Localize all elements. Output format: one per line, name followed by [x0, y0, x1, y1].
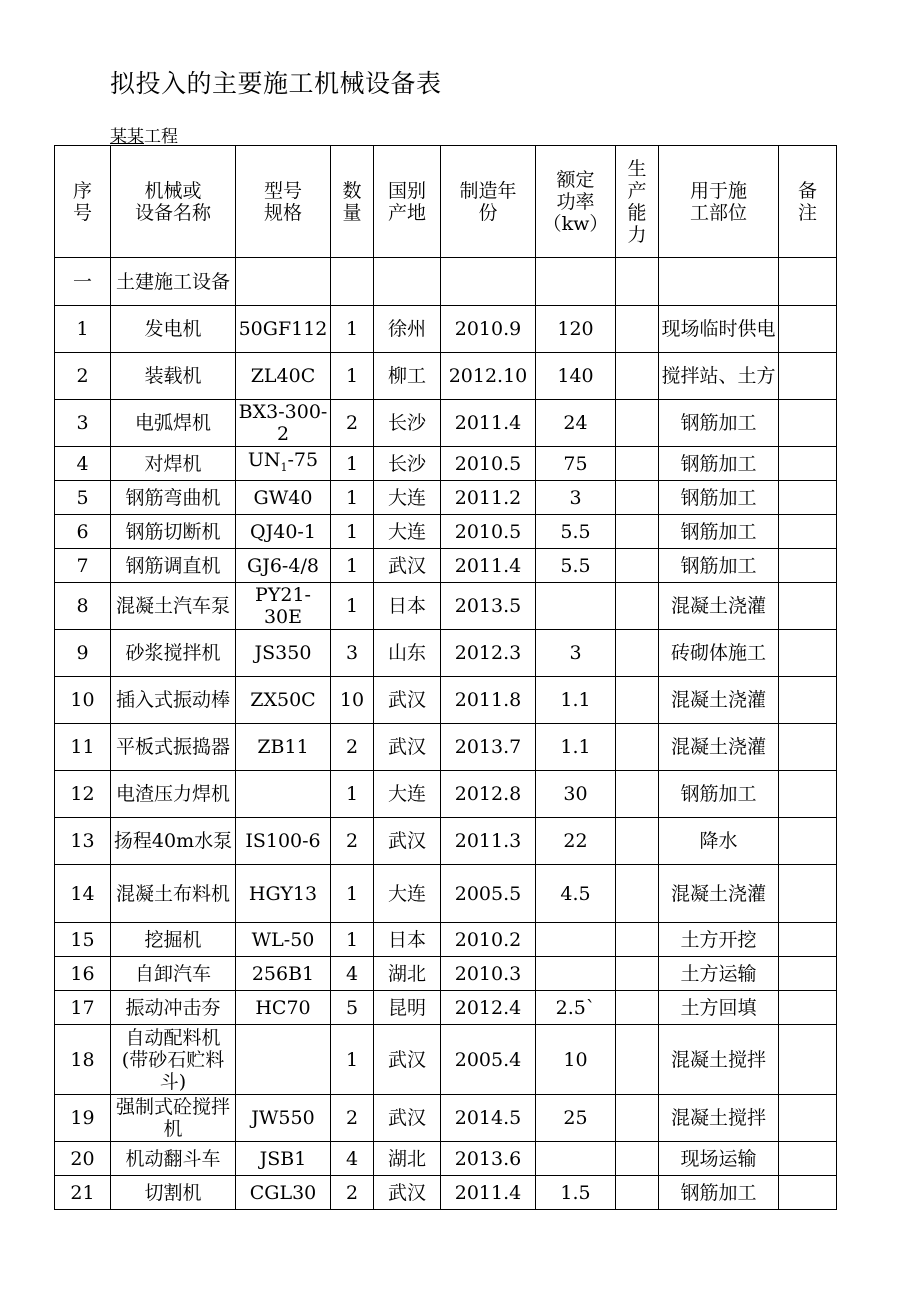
manufacture-year: 2010.5	[441, 515, 536, 549]
usage-location: 砖砌体施工	[659, 630, 779, 677]
capacity	[616, 481, 659, 515]
equipment-name: 插入式振动棒	[111, 677, 236, 724]
project-name-underlined: 某某	[110, 127, 144, 147]
model-spec: $UN_1-75$	[236, 447, 331, 481]
equipment-name: 混凝土汽车泵	[111, 583, 236, 630]
usage-location: 土方开挖	[659, 923, 779, 957]
section-cell	[374, 258, 441, 306]
capacity	[616, 583, 659, 630]
table-row	[55, 515, 837, 549]
remark	[779, 447, 837, 481]
row-no: 19	[55, 1095, 111, 1142]
section-cell	[236, 258, 331, 306]
table-row	[55, 400, 837, 447]
model-spec: 256B1	[236, 957, 331, 991]
quantity: 2	[331, 818, 374, 865]
manufacture-year: 2012.3	[441, 630, 536, 677]
usage-location: 搅拌站、土方	[659, 353, 779, 400]
header-note: 备 注	[779, 146, 837, 258]
project-name-rest: 工程	[144, 127, 178, 147]
capacity	[616, 818, 659, 865]
rated-power: 5.5	[536, 549, 616, 583]
model-spec: PY21-30E	[236, 583, 331, 630]
manufacture-year: 2005.4	[441, 1025, 536, 1095]
manufacture-year: 2010.2	[441, 923, 536, 957]
manufacture-year: 2014.5	[441, 1095, 536, 1142]
manufacture-year: 2013.6	[441, 1142, 536, 1176]
equipment-name: 平板式振捣器	[111, 724, 236, 771]
model-spec: WL-50	[236, 923, 331, 957]
capacity	[616, 991, 659, 1025]
table-row	[55, 923, 837, 957]
model-spec: ZB11	[236, 724, 331, 771]
usage-location: 土方运输	[659, 957, 779, 991]
equipment-name: 钢筋调直机	[111, 549, 236, 583]
table-row	[55, 630, 837, 677]
capacity	[616, 447, 659, 481]
remark	[779, 630, 837, 677]
model-spec: JSB1	[236, 1142, 331, 1176]
row-no: 16	[55, 957, 111, 991]
origin: 大连	[374, 865, 441, 923]
section-cell	[331, 258, 374, 306]
capacity	[616, 865, 659, 923]
table-row	[55, 1176, 837, 1210]
usage-location: 混凝土浇灌	[659, 865, 779, 923]
equipment-name: 强制式砼搅拌机	[111, 1095, 236, 1142]
remark	[779, 1025, 837, 1095]
manufacture-year: 2013.5	[441, 583, 536, 630]
origin: 日本	[374, 583, 441, 630]
table-row	[55, 481, 837, 515]
usage-location: 钢筋加工	[659, 515, 779, 549]
row-no: 11	[55, 724, 111, 771]
rated-power: 3	[536, 630, 616, 677]
origin: 湖北	[374, 1142, 441, 1176]
capacity	[616, 1095, 659, 1142]
quantity: 1	[331, 1025, 374, 1095]
model-spec: GJ6-4/8	[236, 549, 331, 583]
quantity: 1	[331, 515, 374, 549]
manufacture-year: 2011.4	[441, 1176, 536, 1210]
table-row	[55, 865, 837, 923]
row-no: 6	[55, 515, 111, 549]
rated-power: 2.5`	[536, 991, 616, 1025]
equipment-name: 钢筋切断机	[111, 515, 236, 549]
origin: 昆明	[374, 991, 441, 1025]
equipment-name: 钢筋弯曲机	[111, 481, 236, 515]
origin: 武汉	[374, 818, 441, 865]
rated-power: 22	[536, 818, 616, 865]
quantity: 1	[331, 549, 374, 583]
remark	[779, 515, 837, 549]
capacity	[616, 400, 659, 447]
quantity: 1	[331, 583, 374, 630]
origin: 大连	[374, 515, 441, 549]
project-name	[110, 122, 178, 147]
model-spec: HGY13	[236, 865, 331, 923]
section-cell	[779, 258, 837, 306]
remark	[779, 1176, 837, 1210]
rated-power: 3	[536, 481, 616, 515]
equipment-name: 电弧焊机	[111, 400, 236, 447]
usage-location: 现场运输	[659, 1142, 779, 1176]
table-row	[55, 549, 837, 583]
model-spec: BX3-300-2	[236, 400, 331, 447]
remark	[779, 353, 837, 400]
quantity: 4	[331, 1142, 374, 1176]
section-cell	[659, 258, 779, 306]
manufacture-year: 2011.4	[441, 400, 536, 447]
section-no: 一	[55, 258, 111, 306]
remark	[779, 991, 837, 1025]
capacity	[616, 677, 659, 724]
model-spec: QJ40-1	[236, 515, 331, 549]
equipment-name: 挖掘机	[111, 923, 236, 957]
row-no: 8	[55, 583, 111, 630]
remark	[779, 677, 837, 724]
usage-location: 混凝土浇灌	[659, 583, 779, 630]
equipment-name: 对焊机	[111, 447, 236, 481]
table-row	[55, 1095, 837, 1142]
header-capacity: 生 产 能 力	[616, 146, 659, 258]
manufacture-year: 2012.10	[441, 353, 536, 400]
quantity: 1	[331, 771, 374, 818]
quantity: 5	[331, 991, 374, 1025]
equipment-table	[54, 145, 837, 1210]
manufacture-year: 2011.8	[441, 677, 536, 724]
remark	[779, 481, 837, 515]
model-spec: IS100-6	[236, 818, 331, 865]
usage-location: 钢筋加工	[659, 1176, 779, 1210]
row-no: 14	[55, 865, 111, 923]
manufacture-year: 2011.4	[441, 549, 536, 583]
equipment-name: 自动配料机(带砂石贮料斗)	[111, 1025, 236, 1095]
manufacture-year: 2012.4	[441, 991, 536, 1025]
table-row	[55, 724, 837, 771]
remark	[779, 771, 837, 818]
origin: 日本	[374, 923, 441, 957]
origin: 武汉	[374, 724, 441, 771]
row-no: 12	[55, 771, 111, 818]
usage-location: 土方回填	[659, 991, 779, 1025]
rated-power	[536, 583, 616, 630]
usage-location: 钢筋加工	[659, 481, 779, 515]
equipment-name: 振动冲击夯	[111, 991, 236, 1025]
equipment-name: 装载机	[111, 353, 236, 400]
usage-location: 混凝土搅拌	[659, 1095, 779, 1142]
remark	[779, 583, 837, 630]
rated-power: 75	[536, 447, 616, 481]
origin: 大连	[374, 771, 441, 818]
origin: 长沙	[374, 447, 441, 481]
usage-location: 钢筋加工	[659, 447, 779, 481]
page-title: 拟投入的主要施工机械设备表	[110, 69, 442, 98]
row-no: 4	[55, 447, 111, 481]
rated-power	[536, 957, 616, 991]
row-no: 21	[55, 1176, 111, 1210]
table-row	[55, 771, 837, 818]
origin: 大连	[374, 481, 441, 515]
origin: 武汉	[374, 1095, 441, 1142]
rated-power	[536, 1142, 616, 1176]
section-name: 土建施工设备	[111, 258, 236, 306]
capacity	[616, 306, 659, 353]
row-no: 1	[55, 306, 111, 353]
origin: 徐州	[374, 306, 441, 353]
capacity	[616, 771, 659, 818]
row-no: 13	[55, 818, 111, 865]
table-row	[55, 447, 837, 481]
row-no: 9	[55, 630, 111, 677]
capacity	[616, 515, 659, 549]
manufacture-year: 2005.5	[441, 865, 536, 923]
equipment-name: 机动翻斗车	[111, 1142, 236, 1176]
manufacture-year: 2013.7	[441, 724, 536, 771]
origin: 武汉	[374, 1025, 441, 1095]
manufacture-year: 2011.2	[441, 481, 536, 515]
model-spec: ZL40C	[236, 353, 331, 400]
manufacture-year: 2010.5	[441, 447, 536, 481]
manufacture-year: 2010.3	[441, 957, 536, 991]
remark	[779, 923, 837, 957]
header-no: 序 号	[55, 146, 111, 258]
remark	[779, 957, 837, 991]
table-row	[55, 306, 837, 353]
origin: 武汉	[374, 1176, 441, 1210]
row-no: 2	[55, 353, 111, 400]
remark	[779, 865, 837, 923]
quantity: 1	[331, 353, 374, 400]
quantity: 2	[331, 724, 374, 771]
equipment-name: 自卸汽车	[111, 957, 236, 991]
origin: 长沙	[374, 400, 441, 447]
capacity	[616, 1176, 659, 1210]
capacity	[616, 630, 659, 677]
header-year: 制造年 份	[441, 146, 536, 258]
quantity: 1	[331, 481, 374, 515]
table-row	[55, 1142, 837, 1176]
origin: 湖北	[374, 957, 441, 991]
section-cell	[616, 258, 659, 306]
quantity: 2	[331, 1176, 374, 1210]
equipment-name: 电渣压力焊机	[111, 771, 236, 818]
model-spec: HC70	[236, 991, 331, 1025]
section-row	[55, 258, 837, 306]
table-row	[55, 353, 837, 400]
rated-power: 1.1	[536, 724, 616, 771]
row-no: 10	[55, 677, 111, 724]
remark	[779, 724, 837, 771]
usage-location: 钢筋加工	[659, 400, 779, 447]
header-power: 额定 功率 （kw）	[536, 146, 616, 258]
remark	[779, 306, 837, 353]
origin: 武汉	[374, 549, 441, 583]
quantity: 1	[331, 865, 374, 923]
header-origin: 国别 产地	[374, 146, 441, 258]
header-name: 机械或 设备名称	[111, 146, 236, 258]
rated-power: 10	[536, 1025, 616, 1095]
rated-power: 1.5	[536, 1176, 616, 1210]
rated-power: 30	[536, 771, 616, 818]
row-no: 18	[55, 1025, 111, 1095]
usage-location: 混凝土浇灌	[659, 677, 779, 724]
table-row	[55, 1025, 837, 1095]
quantity: 1	[331, 923, 374, 957]
model-spec: CGL30	[236, 1176, 331, 1210]
model-spec: 50GF112	[236, 306, 331, 353]
usage-location: 混凝土搅拌	[659, 1025, 779, 1095]
table-row	[55, 677, 837, 724]
manufacture-year: 2011.3	[441, 818, 536, 865]
model-spec	[236, 771, 331, 818]
header-use: 用于施 工部位	[659, 146, 779, 258]
equipment-name: 扬程40m水泵	[111, 818, 236, 865]
quantity: 1	[331, 447, 374, 481]
header-row	[55, 146, 837, 258]
model-spec: GW40	[236, 481, 331, 515]
remark	[779, 818, 837, 865]
capacity	[616, 724, 659, 771]
model-spec: JW550	[236, 1095, 331, 1142]
rated-power: 5.5	[536, 515, 616, 549]
origin: 山东	[374, 630, 441, 677]
equipment-name: 发电机	[111, 306, 236, 353]
row-no: 5	[55, 481, 111, 515]
usage-location: 钢筋加工	[659, 549, 779, 583]
usage-location: 降水	[659, 818, 779, 865]
quantity: 4	[331, 957, 374, 991]
remark	[779, 549, 837, 583]
table-row	[55, 957, 837, 991]
capacity	[616, 1025, 659, 1095]
remark	[779, 400, 837, 447]
quantity: 2	[331, 400, 374, 447]
equipment-name: 砂浆搅拌机	[111, 630, 236, 677]
model-spec	[236, 1025, 331, 1095]
rated-power: 24	[536, 400, 616, 447]
row-no: 7	[55, 549, 111, 583]
capacity	[616, 1142, 659, 1176]
rated-power: 120	[536, 306, 616, 353]
quantity: 2	[331, 1095, 374, 1142]
usage-location: 混凝土浇灌	[659, 724, 779, 771]
manufacture-year: 2012.8	[441, 771, 536, 818]
remark	[779, 1142, 837, 1176]
quantity: 3	[331, 630, 374, 677]
rated-power: 4.5	[536, 865, 616, 923]
capacity	[616, 549, 659, 583]
quantity: 10	[331, 677, 374, 724]
section-cell	[536, 258, 616, 306]
row-no: 3	[55, 400, 111, 447]
capacity	[616, 353, 659, 400]
usage-location: 钢筋加工	[659, 771, 779, 818]
rated-power	[536, 923, 616, 957]
row-no: 17	[55, 991, 111, 1025]
manufacture-year: 2010.9	[441, 306, 536, 353]
row-no: 15	[55, 923, 111, 957]
usage-location: 现场临时供电	[659, 306, 779, 353]
quantity: 1	[331, 306, 374, 353]
capacity	[616, 923, 659, 957]
section-cell	[441, 258, 536, 306]
equipment-name: 混凝土布料机	[111, 865, 236, 923]
row-no: 20	[55, 1142, 111, 1176]
header-model: 型号 规格	[236, 146, 331, 258]
model-spec: ZX50C	[236, 677, 331, 724]
table-body	[55, 146, 837, 1210]
equipment-name: 切割机	[111, 1176, 236, 1210]
rated-power: 1.1	[536, 677, 616, 724]
rated-power: 140	[536, 353, 616, 400]
capacity	[616, 957, 659, 991]
header-qty: 数 量	[331, 146, 374, 258]
table-row	[55, 991, 837, 1025]
table-row	[55, 583, 837, 630]
table-row	[55, 818, 837, 865]
origin: 武汉	[374, 677, 441, 724]
remark	[779, 1095, 837, 1142]
model-spec: JS350	[236, 630, 331, 677]
rated-power: 25	[536, 1095, 616, 1142]
origin: 柳工	[374, 353, 441, 400]
